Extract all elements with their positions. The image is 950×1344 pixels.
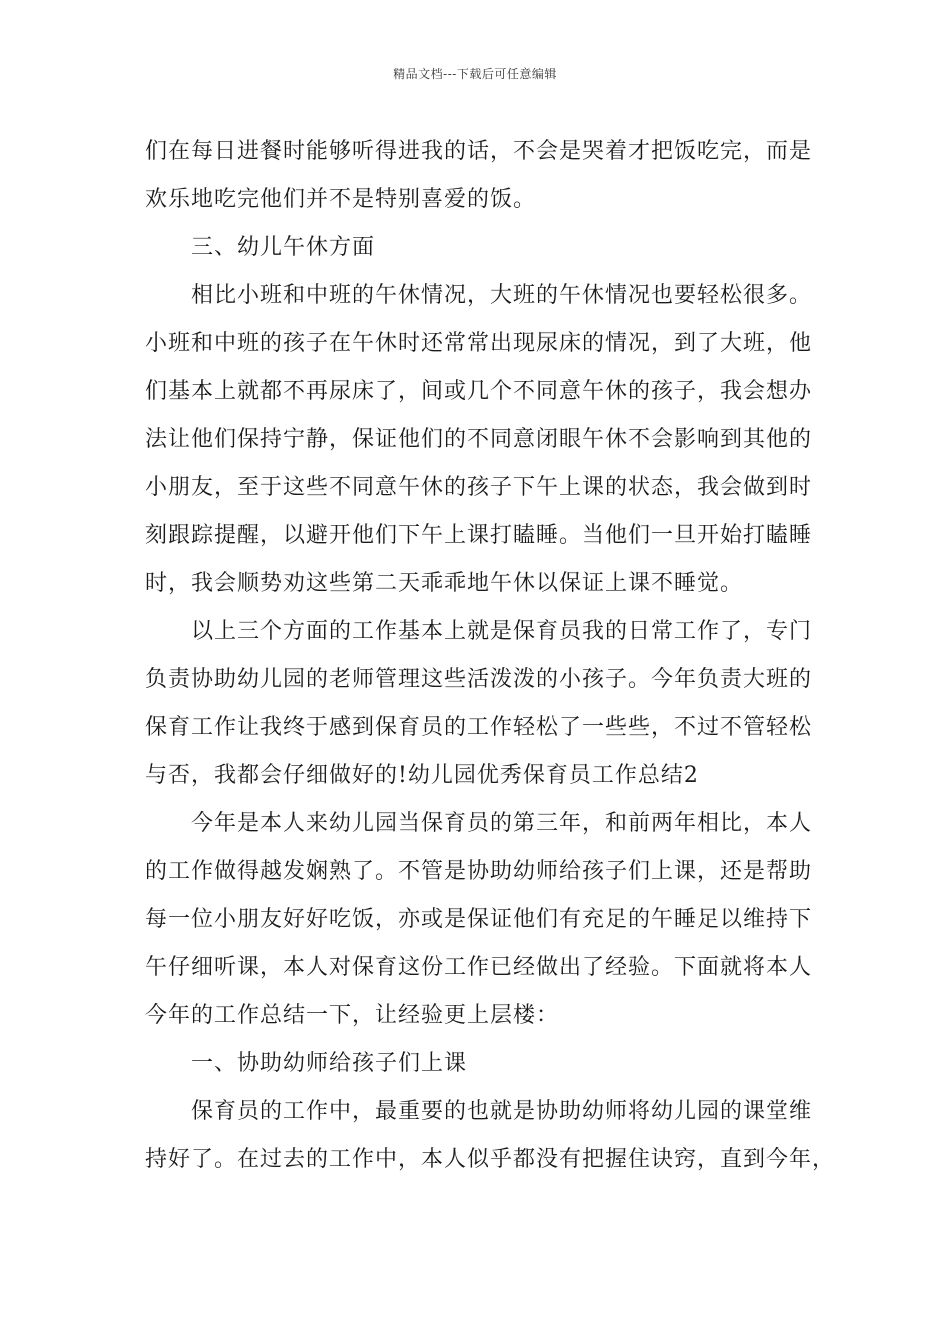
text-line: 们在每日进餐时能够听得进我的话，不会是哭着才把饭吃完，而是 [145, 139, 813, 164]
document-body [145, 128, 836, 1184]
text-line: 小朋友，至于这些不同意午休的孩子下午上课的状态，我会做到时 [145, 475, 813, 500]
text-line: 以上三个方面的工作基本上就是保育员我的日常工作了，专门 [191, 619, 813, 644]
text-line: 小班和中班的孩子在午休时还常常出现尿床的情况，到了大班，他 [145, 331, 813, 356]
section-heading: 一、协助幼师给孩子们上课 [191, 1051, 468, 1076]
text-line: 与否，我都会仔细做好的!幼儿园优秀保育员工作总结2 [145, 763, 699, 788]
section-heading: 三、幼儿午休方面 [191, 235, 376, 260]
text-line: 持好了。在过去的工作中，本人似乎都没有把握住诀窍，直到今年， [145, 1147, 836, 1172]
text-line: 法让他们保持宁静，保证他们的不同意闭眼午休不会影响到其他的 [145, 427, 813, 452]
text-line: 相比小班和中班的午休情况，大班的午休情况也要轻松很多。 [191, 283, 813, 308]
text-line: 欢乐地吃完他们并不是特别喜爱的饭。 [145, 187, 537, 212]
text-line: 今年的工作总结一下，让经验更上层楼： [145, 1003, 560, 1028]
text-line: 今年是本人来幼儿园当保育员的第三年，和前两年相比，本人 [191, 811, 813, 836]
text-line: 保育工作让我终于感到保育员的工作轻松了一些些，不过不管轻松 [145, 715, 813, 740]
text-line: 时，我会顺势劝这些第二天乖乖地午休以保证上课不睡觉。 [145, 571, 744, 596]
text-line: 刻跟踪提醒，以避开他们下午上课打瞌睡。当他们一旦开始打瞌睡 [145, 523, 813, 548]
text-line: 每一位小朋友好好吃饭，亦或是保证他们有充足的午睡足以维持下 [145, 907, 813, 932]
text-line: 的工作做得越发娴熟了。不管是协助幼师给孩子们上课，还是帮助 [145, 859, 813, 884]
text-line: 保育员的工作中，最重要的也就是协助幼师将幼儿园的课堂维 [191, 1099, 813, 1124]
page-header: 精品文档---下载后可任意编辑 [393, 67, 557, 81]
text-line: 们基本上就都不再尿床了，间或几个不同意午休的孩子，我会想办 [145, 379, 813, 404]
text-line: 午仔细听课，本人对保育这份工作已经做出了经验。下面就将本人 [145, 955, 813, 980]
text-line: 负责协助幼儿园的老师管理这些活泼泼的小孩子。今年负责大班的 [145, 667, 813, 692]
